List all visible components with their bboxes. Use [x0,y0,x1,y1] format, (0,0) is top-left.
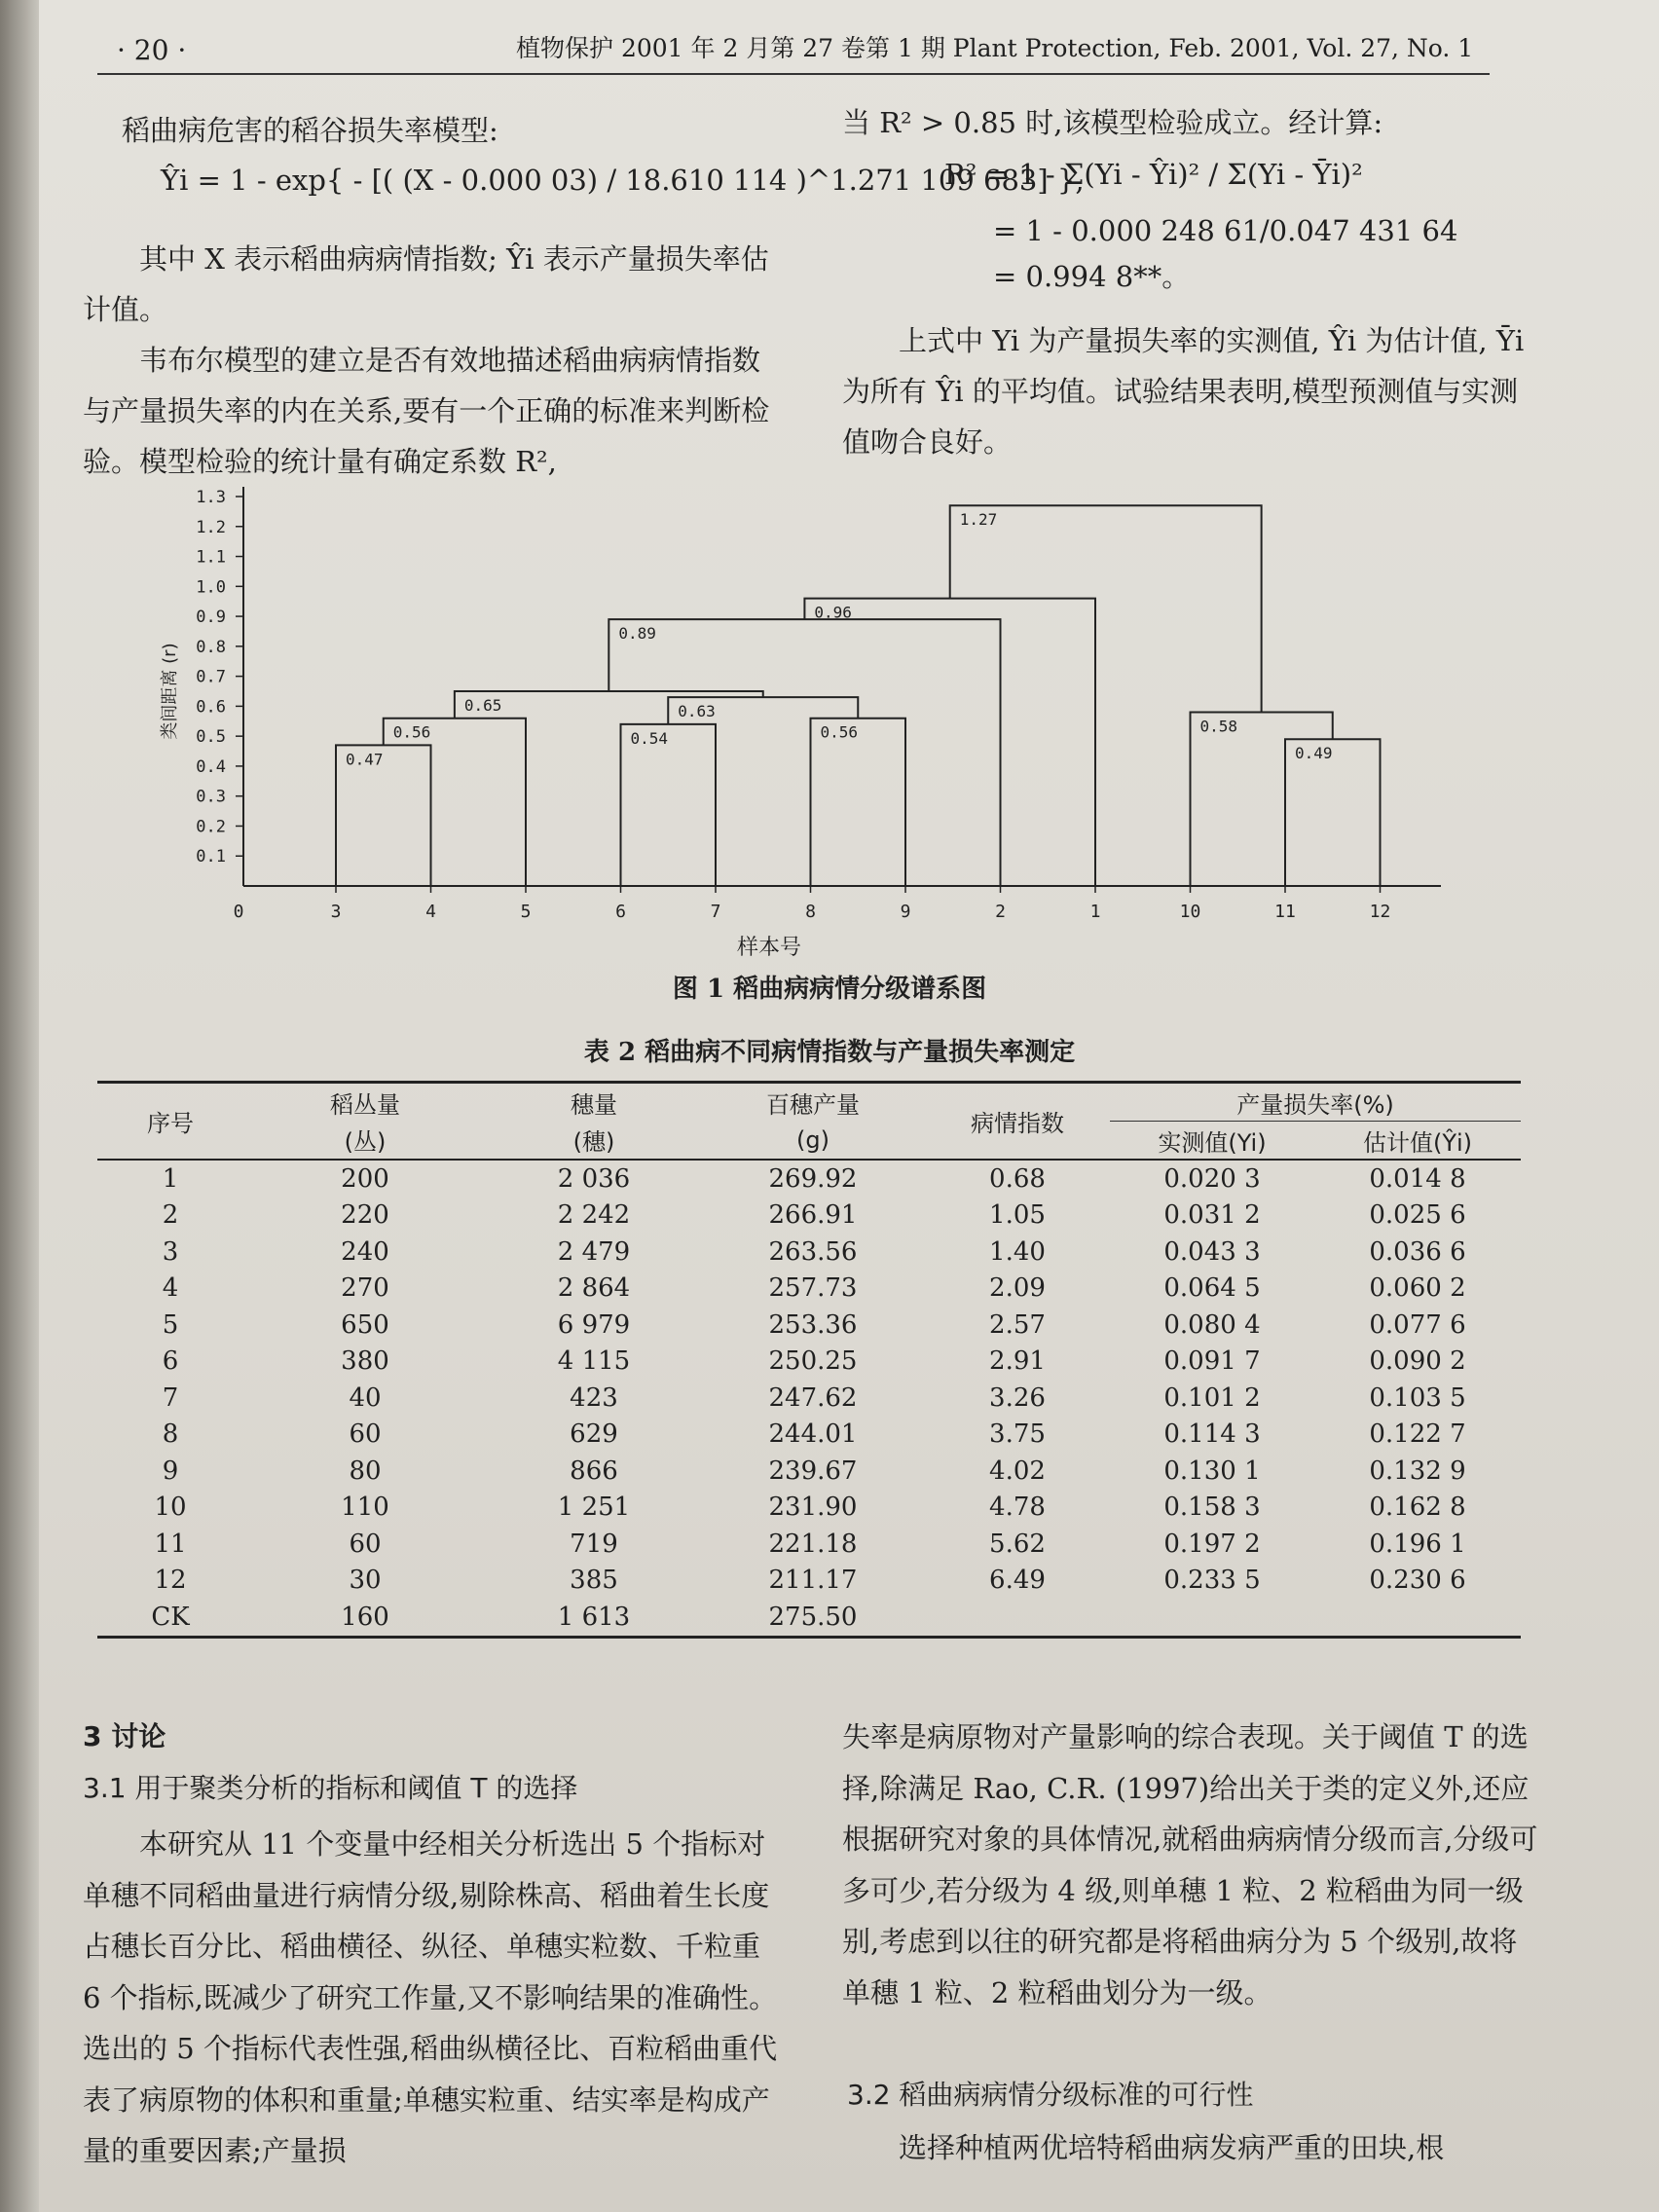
y-tick-label: 1.3 [196,488,226,507]
loss-rate-table [97,1081,1521,1639]
table-cell: 0.020 3 [1163,1163,1261,1194]
table-row [97,1599,1521,1637]
merge-distance-label: 1.27 [959,510,998,530]
results-paragraph: 上式中 Yi 为产量损失率的实测值, Ŷi 为估计值, Ȳi 为所有 Ŷi 的平均值。试验结果表明,模型预测值与实测值吻合良好。 [842,324,1525,459]
y-tick-label: 0.2 [196,817,226,837]
leaf-label: 8 [805,902,816,922]
header-measured: 实测值(Yi) [1110,1122,1314,1161]
table-cell: 12 [154,1566,187,1596]
table-cell: 0.114 3 [1163,1419,1261,1450]
y-axis-label: 类间距离 (r) [160,643,180,740]
page-number: · 20 · [117,34,187,66]
table-cell: 0.091 7 [1163,1346,1261,1377]
header-clumps-unit: (丛) [344,1128,387,1157]
table-cell: 0.233 5 [1163,1566,1261,1596]
leaf-label: 7 [710,902,721,922]
merge-distance-label: 0.58 [1199,717,1238,736]
table-cell: 0.080 4 [1163,1309,1261,1340]
table-cell: 1 [162,1163,179,1194]
table-cell: 244.01 [768,1419,858,1450]
table-cell: 6.49 [989,1566,1046,1596]
table-cell: 1 251 [557,1493,631,1523]
table-cell: 1.40 [989,1236,1046,1267]
leaf-label: 5 [520,902,532,922]
table-cell: 4.78 [989,1493,1046,1523]
right-column-last [842,2122,1543,2173]
table-cell: 0.025 6 [1369,1200,1466,1231]
leaf-label: 2 [995,902,1006,922]
table-cell: 60 [349,1419,382,1450]
header-disease-index: 病情指数 [971,1110,1064,1137]
x-origin-label: 0 [233,902,244,922]
table-row [97,1490,1521,1527]
table-cell: 3.26 [989,1382,1046,1413]
table-row [97,1198,1521,1235]
dendrogram-link [804,599,1095,886]
table-row [97,1307,1521,1344]
merge-distance-label: 0.49 [1295,744,1333,763]
header-ears-unit: (穗) [572,1128,615,1157]
table-row [97,1453,1521,1490]
table-cell: 650 [341,1309,389,1340]
right-column-top [842,97,1543,148]
table-cell: 10 [154,1493,187,1523]
merge-distance-label: 0.96 [814,603,852,622]
table-cell: 0.101 2 [1163,1382,1261,1413]
table-cell: 8 [162,1419,179,1450]
leaf-label: 9 [900,902,911,922]
table-cell: 270 [341,1273,389,1304]
left-column-paragraphs [83,234,784,487]
table-cell: 160 [341,1602,389,1632]
header-estimated: 估计值(Ŷi) [1314,1122,1521,1161]
table-cell: 80 [349,1456,382,1486]
model-intro: 稻曲病危害的稻谷损失率模型: [122,114,498,147]
leaf-label: 3 [330,902,342,922]
right-column-paragraph [842,315,1543,467]
table-cell: 1 613 [557,1602,631,1632]
table-row [97,1344,1521,1381]
table-cell: 866 [570,1456,618,1486]
dendrogram-chart [156,467,1441,974]
model-validation-paragraph: 韦布尔模型的建立是否有效地描述稻曲病病情指数与产量损失率的内在关系,要有一个正确的标准来判断检验。模型检验的统计量有确定系数 R², [83,344,770,478]
right-column-bottom [842,1712,1543,2018]
merge-distance-label: 0.47 [346,750,384,769]
r2-condition: 当 R² > 0.85 时,该模型检验成立。经计算: [842,106,1383,139]
table-cell: 0.031 2 [1163,1200,1261,1231]
table-cell: 0.014 8 [1369,1163,1466,1194]
table-cell: 3 [162,1236,179,1267]
table-cell: 0.103 5 [1369,1382,1466,1413]
leaf-label: 4 [425,902,436,922]
table-cell: 380 [341,1346,389,1377]
table-cell: 3.75 [989,1419,1046,1450]
x-axis-title: 样本号 [736,936,801,960]
table-caption: 表 2 稻曲病不同病情指数与产量损失率测定 [583,1038,1076,1067]
r2-equation-line-2: = 1 - 0.000 248 61/0.047 431 64 [993,214,1458,247]
table-cell: 257.73 [768,1273,858,1304]
table-cell: 0.090 2 [1369,1346,1466,1377]
dendrogram-link [384,719,526,886]
model-explanation: 其中 X 表示稻曲病病情指数; Ŷi 表示产量损失率估计值。 [83,242,769,326]
table-cell: 4.02 [989,1456,1046,1486]
table-cell: 239.67 [768,1456,858,1486]
table-cell: 385 [570,1566,618,1596]
table-cell: 275.50 [768,1602,858,1632]
table-cell: 0.060 2 [1369,1273,1466,1304]
table-row [97,1271,1521,1308]
table-cell: 40 [349,1382,382,1413]
table-cell: 60 [349,1529,382,1559]
table-cell: 0.064 5 [1163,1273,1261,1304]
table-cell: 269.92 [768,1163,858,1194]
table-cell: 247.62 [768,1382,858,1413]
table-row [97,1161,1521,1198]
table-body [97,1161,1521,1637]
table-cell: 2 479 [557,1236,631,1267]
table-cell: CK [151,1602,190,1632]
table-row [97,1417,1521,1454]
table-cell: 0.043 3 [1163,1236,1261,1267]
left-column-top [83,105,784,156]
dendrogram-link [608,619,1000,886]
y-tick-label: 0.5 [196,727,226,748]
page-edge-shadow [0,0,39,2212]
table-cell: 719 [570,1529,618,1559]
table-cell: 5.62 [989,1529,1046,1559]
merge-distance-label: 0.89 [618,624,656,644]
r2-equation-line-3: = 0.994 8**。 [993,260,1191,293]
y-tick-label: 0.3 [196,787,226,807]
y-tick-label: 1.2 [196,517,226,537]
running-header: 植物保护 2001 年 2 月第 27 卷第 1 期 Plant Protection, Feb. 2001, Vol. 27, No. 1 [516,34,1474,62]
table-cell: 266.91 [768,1200,858,1231]
table-cell: 240 [341,1236,389,1267]
header-no: 序号 [147,1110,194,1137]
table-cell: 6 [162,1346,179,1377]
discussion-paragraph-2: 失率是病原物对产量影响的综合表现。关于阈值 T 的选择,除满足 Rao, C.R. (1997)给出关于类的定义外,还应根据研究对象的具体情况,就稻曲病病情分级而言,分级可多可少,若分级为 4 级,则单穗 1 粒、2 粒稻曲为同一级别,考虑到以往的研究都是将稻曲病分为 5 个级别,故将单穗 1 粒、2 粒稻曲划分为一级。 [842,1720,1538,2009]
dendrogram-link [950,505,1262,712]
header-rule [97,73,1490,75]
r2-equation-line-1: R² = 1 - Σ(Yi - Ŷi)² / Σ(Yi - Ȳi)² [944,158,1363,191]
leaf-label: 12 [1369,902,1391,922]
table-cell: 0.036 6 [1369,1236,1466,1267]
table-cell: 30 [349,1566,382,1596]
table-cell: 0.122 7 [1369,1419,1466,1450]
y-tick-label: 0.4 [196,756,226,777]
discussion-paragraph-3: 选择种植两优培特稻曲病发病严重的田块,根 [899,2131,1445,2164]
table-cell: 2 [162,1200,179,1231]
merge-distance-label: 0.56 [392,722,431,742]
leaf-label: 10 [1179,902,1201,922]
table-cell: 2.91 [989,1346,1046,1377]
table-row [97,1563,1521,1600]
table-cell: 221.18 [768,1529,858,1559]
figure-caption: 图 1 稻曲病病情分级谱系图 [672,975,987,1004]
table-cell: 0.230 6 [1369,1566,1466,1596]
y-tick-label: 0.8 [196,637,226,657]
table-row [97,1234,1521,1271]
table-cell: 211.17 [768,1566,858,1596]
table-cell: 2 242 [557,1200,631,1231]
table-cell: 4 115 [557,1346,631,1377]
table-cell: 110 [341,1493,389,1523]
table-cell: 11 [154,1529,187,1559]
y-tick-label: 1.1 [196,547,226,568]
merge-distance-label: 0.56 [820,722,859,742]
table-cell [1110,1599,1314,1637]
discussion-paragraph-1: 本研究从 11 个变量中经相关分析选出 5 个指标对单穗不同稻曲量进行病情分级,剔除株高、稻曲着生长度占穗长百分比、稻曲横径、纵径、单穗实粒数、千粒重 6 个指标,既减少了研究工作量,又不影响结果的准确性。选出的 5 个指标代表性强,稻曲纵横径比、百粒稻曲重代表了病原物的体积和重量;单穗实粒重、结实率是构成产量的重要因素;产量损 [83,1827,778,2167]
table-cell: 0.077 6 [1369,1309,1466,1340]
header-yield: 百穗产量 [766,1090,860,1119]
table-cell [925,1599,1110,1637]
table-cell: 0.196 1 [1369,1529,1466,1559]
y-tick-label: 0.7 [196,667,226,687]
leaf-label: 11 [1274,902,1296,922]
header-clumps: 稻丛量 [330,1090,400,1119]
table-cell: 9 [162,1456,179,1486]
table-cell: 5 [162,1309,179,1340]
header-loss-rate: 产量损失率(%) [1236,1090,1394,1119]
table-cell: 2.57 [989,1309,1046,1340]
table-cell: 6 979 [557,1309,631,1340]
table-cell: 2.09 [989,1273,1046,1304]
table-cell: 0.130 1 [1163,1456,1261,1486]
section-3-2-heading: 3.2 稻曲病病情分级标准的可行性 [847,2079,1254,2111]
merge-distance-label: 0.65 [463,696,502,715]
header-ears: 穗量 [571,1090,617,1119]
table-cell: 220 [341,1200,389,1231]
leaf-label: 6 [615,902,626,922]
table-cell: 423 [570,1382,618,1413]
table-cell [1314,1599,1521,1637]
table-cell: 0.197 2 [1163,1529,1261,1559]
table-cell: 253.36 [768,1309,858,1340]
table-cell: 0.132 9 [1369,1456,1466,1486]
merge-distance-label: 0.54 [630,728,669,748]
y-tick-label: 0.1 [196,847,226,867]
table-cell: 0.68 [989,1163,1046,1194]
table-cell: 7 [162,1382,179,1413]
table-cell: 263.56 [768,1236,858,1267]
table-row [97,1380,1521,1417]
header-yield-unit: (g) [796,1125,830,1154]
table-cell: 2 036 [557,1163,631,1194]
leaf-label: 1 [1089,902,1101,922]
table-cell: 200 [341,1163,389,1194]
y-tick-label: 0.6 [196,697,226,718]
y-tick-label: 1.0 [196,577,226,598]
section-3-heading: 3 讨论 [83,1720,166,1752]
weibull-model-equation: Ŷi = 1 - exp{ - [( (X - 0.000 03) / 18.610 114 )^1.271 109 683] }, [161,164,1085,197]
table-cell: 629 [570,1419,618,1450]
y-tick-label: 0.9 [196,608,226,628]
left-column-bottom [83,1819,784,2177]
table-cell: 4 [162,1273,179,1304]
dendrogram-link [621,724,717,886]
table-cell: 1.05 [989,1200,1046,1231]
table-cell: 0.158 3 [1163,1493,1261,1523]
table-cell: 250.25 [768,1346,858,1377]
section-3-1-heading: 3.1 用于聚类分析的指标和阈值 T 的选择 [83,1772,578,1804]
merge-distance-label: 0.63 [678,702,716,721]
table-cell: 231.90 [768,1493,858,1523]
table-cell: 0.162 8 [1369,1493,1466,1523]
table-row [97,1526,1521,1563]
dendrogram-link [811,719,906,886]
table-cell: 2 864 [557,1273,631,1304]
